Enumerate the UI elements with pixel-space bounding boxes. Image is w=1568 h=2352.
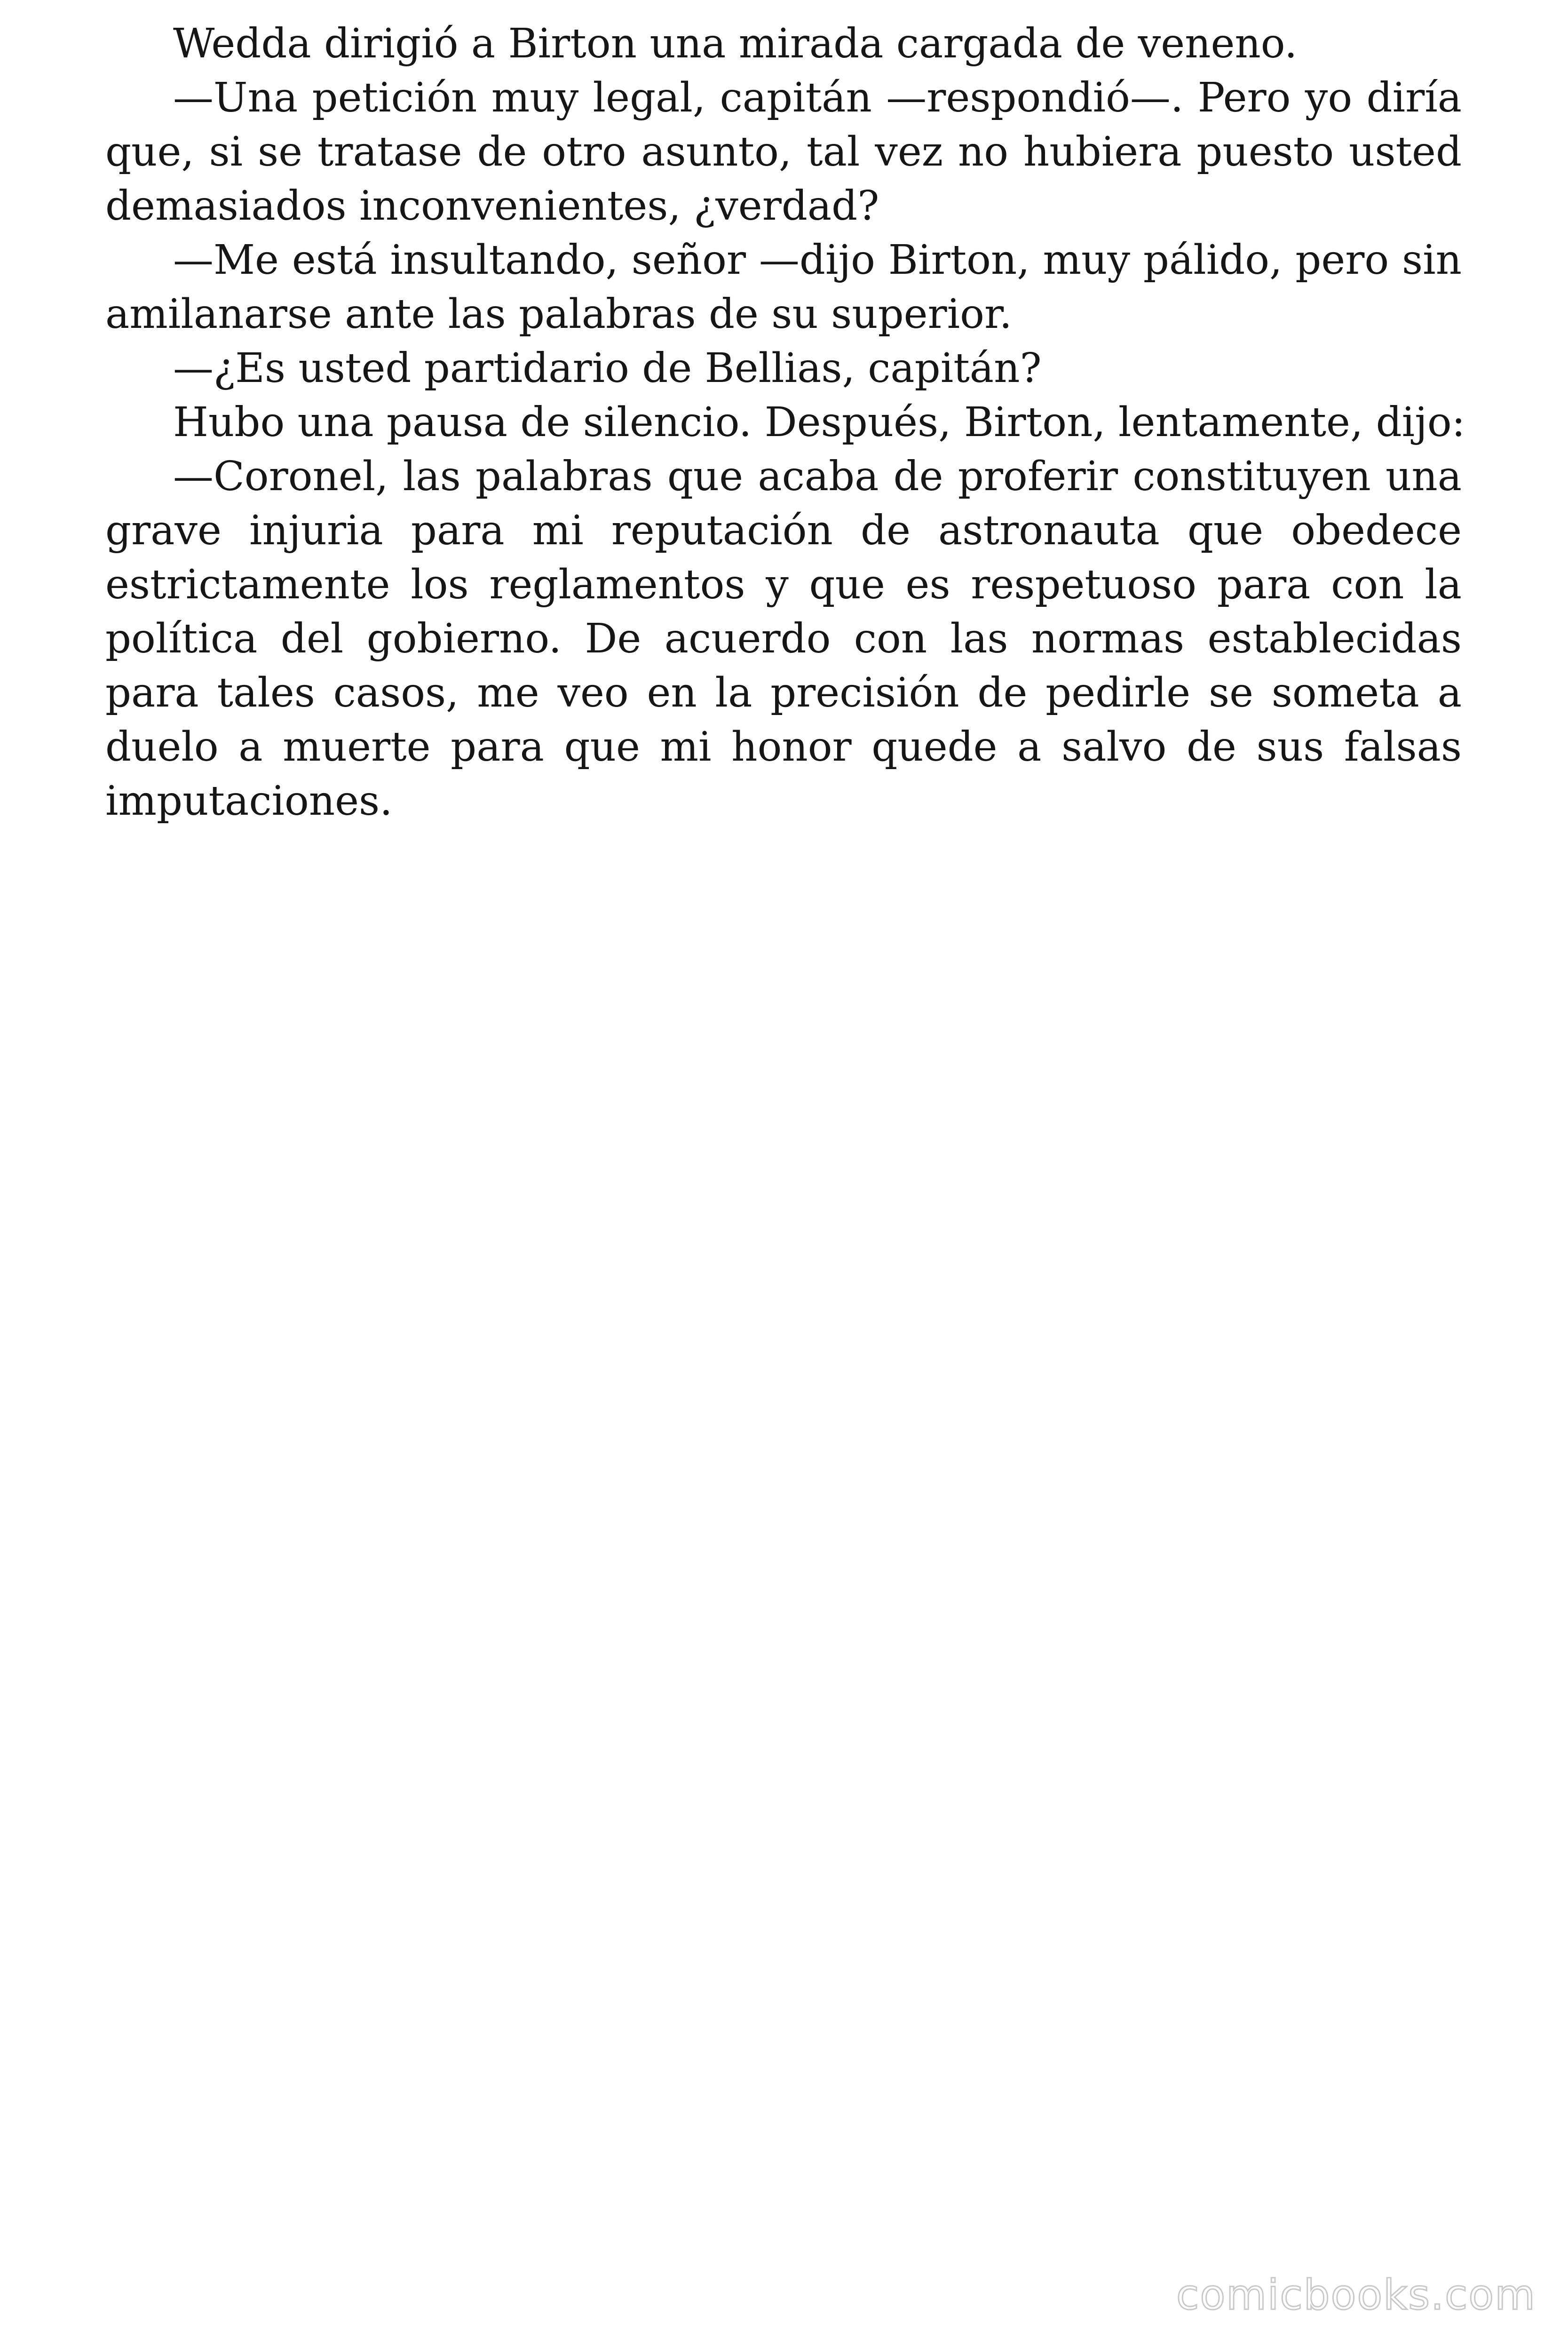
paragraph-5: Hubo una pausa de silencio. Después, Birton, lentamente, dijo: <box>173 399 1465 446</box>
paragraph-6: —Coronel, las palabras que acaba de proferir constituyen una grave injuria para mi reputación de astronauta que obedece estrictamente los reglamentos y que es respetuoso para con la política del gobierno. De acuerdo con las normas establecidas para tales casos, me veo en la precisión de pedirle se someta a duelo a muerte para que mi honor quede a salvo de sus falsas imputaciones. <box>105 453 1462 825</box>
site-watermark: comicbooks.com <box>1176 2271 1536 2319</box>
paragraph-3: —Me está insultando, señor —dijo Birton, muy pálido, pero sin amilanarse ante las palabras de su superior. <box>105 237 1462 338</box>
paragraph-4: —¿Es usted partidario de Bellias, capitán? <box>173 345 1042 392</box>
paragraph-1: Wedda dirigió a Birton una mirada cargada de veneno. <box>173 20 1298 67</box>
paragraph-2: —Una petición muy legal, capitán —respondió—. Pero yo diría que, si se tratase de otro asunto, tal vez no hubiera puesto usted demasiados inconvenientes, ¿verdad? <box>105 74 1462 230</box>
body-text <box>105 17 1465 828</box>
